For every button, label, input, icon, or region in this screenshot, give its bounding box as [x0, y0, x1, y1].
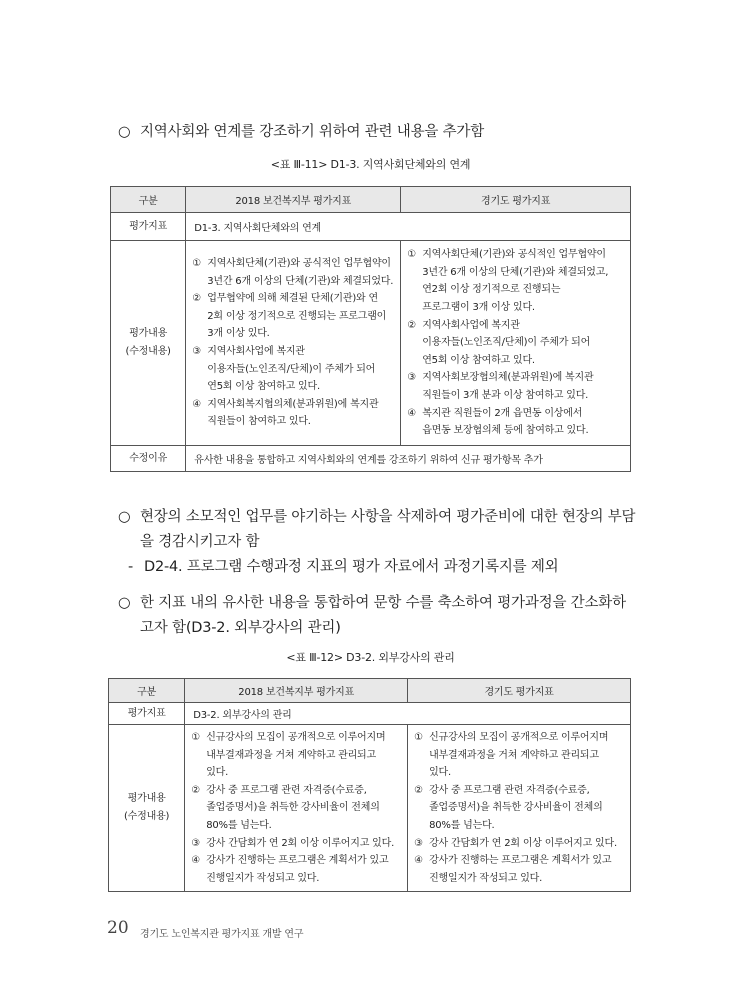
table2-row-indicator-label: 평가지표 — [109, 703, 185, 725]
list-item — [414, 729, 626, 782]
footer-title: 경기도 노인복지관 평가지표 개발 연구 — [140, 929, 304, 940]
item-line: 진행일지가 작성되고 있다. — [206, 872, 320, 884]
list-item — [407, 405, 626, 440]
table2-content-left — [185, 725, 408, 892]
item-line: 3개 이상 있다. — [207, 328, 270, 340]
item-line: 졸업증명서)을 취득한 강사비율이 전체의 — [429, 802, 603, 814]
table1-header-gyeonggi: 경기도 평가지표 — [401, 187, 631, 213]
circle-bullet-icon: ○ — [118, 124, 131, 140]
item-line: 지역사회보장협의체(분과위원)에 복지관 — [422, 372, 594, 384]
table1-content-right — [401, 241, 631, 446]
table1 — [110, 186, 631, 472]
list-item — [414, 782, 626, 835]
item-line: 80%를 넘는다. — [429, 819, 495, 831]
table2-caption: <표 Ⅲ-12> D3-2. 외부강사의 관리 — [286, 651, 455, 664]
item-line: 프로그램이 3개 이상 있다. — [422, 302, 535, 314]
item-number: ③ — [407, 372, 416, 384]
list-item — [192, 290, 396, 343]
item-line: 강사가 진행하는 프로그램은 계획서가 있고 — [206, 855, 389, 867]
circle-bullet-icon: ○ — [118, 595, 131, 611]
table1-content-left — [186, 241, 401, 446]
table2-row-content-label: 평가내용 (수정내용) — [109, 725, 185, 892]
item-line: 직원들이 참여하고 있다. — [207, 416, 311, 428]
item-number: ① — [407, 249, 416, 261]
item-line: 80%를 넘는다. — [206, 819, 272, 831]
item-line: 있다. — [206, 767, 229, 779]
item-line: 지역사회단체(기관)와 공식적인 업무협약이 — [422, 249, 606, 261]
item-number: ④ — [414, 855, 423, 867]
item-line: 업무협약에 의해 체결된 단체(기관)와 연 — [207, 293, 378, 305]
list-item — [192, 343, 396, 396]
section1-text: 지역사회와 연계를 강조하기 위하여 관련 내용을 추가함 — [140, 124, 485, 140]
table2-header-category: 구분 — [109, 679, 185, 703]
item-number: ③ — [414, 837, 423, 849]
table1-header-mohw: 2018 보건복지부 평가지표 — [186, 187, 401, 213]
list-item — [407, 317, 626, 370]
table2-content-right — [408, 725, 631, 892]
item-line: 연5회 이상 참여하고 있다. — [207, 381, 320, 393]
item-number: ② — [191, 784, 200, 796]
item-line: 2회 이상 정기적으로 진행되는 프로그램이 — [207, 310, 387, 322]
list-item — [414, 852, 626, 887]
item-line: 복지관 직원들이 2개 읍면동 이상에서 — [422, 407, 583, 419]
item-number: ② — [414, 784, 423, 796]
item-line: 지역사회사업에 복지관 — [422, 319, 520, 331]
section2-dash-item: - D2-4. 프로그램 수행과정 지표의 평가 자료에서 과정기록지를 제외 — [128, 555, 559, 580]
circle-bullet-icon: ○ — [118, 509, 131, 525]
section1-paragraph — [118, 120, 484, 145]
table1-caption: <표 Ⅲ-11> D1-3. 지역사회단체와의 연계 — [270, 158, 471, 171]
item-line: 강사가 진행하는 프로그램은 계획서가 있고 — [429, 855, 612, 867]
item-number: ① — [192, 258, 202, 270]
item-number: ④ — [407, 407, 416, 419]
table1-header-category: 구분 — [111, 187, 186, 213]
table1-row-indicator-value: D1-3. 지역사회단체와의 연계 — [186, 213, 631, 241]
table2-header-mohw: 2018 보건복지부 평가지표 — [185, 679, 408, 703]
item-line: 직원들이 3개 분과 이상 참여하고 있다. — [422, 389, 589, 401]
item-line: 3년간 6개 이상의 단체(기관)와 체결되었다. — [207, 275, 394, 287]
item-line: 지역사회사업에 복지관 — [207, 346, 305, 357]
section3-paragraph: ○ 한 지표 내의 유사한 내용을 통합하여 문항 수를 축소하여 평가과정을 간소화하 고자 함(D3-2. 외부강사의 관리) — [118, 591, 626, 641]
table1-row-reason-value: 유사한 내용을 통합하고 지역사회와의 연계를 강조하기 위하여 신규 평가항목 추가 — [186, 446, 631, 472]
list-item — [407, 246, 626, 316]
item-line: 지역사회복지협의체(분과위원)에 복지관 — [207, 398, 379, 410]
item-number: ④ — [191, 855, 200, 867]
item-line: 졸업증명서)을 취득한 강사비율이 전체의 — [206, 802, 380, 814]
list-item — [192, 396, 396, 431]
item-line: 3년간 6개 이상의 단체(기관)와 체결되었고, — [422, 266, 609, 278]
table2-row-indicator-value: D3-2. 외부강사의 관리 — [185, 703, 631, 725]
item-line: 이용자들(노인조직/단체)이 주체가 되어 — [422, 337, 591, 349]
table1-row-reason-label: 수정이유 — [111, 446, 186, 472]
list-item — [192, 255, 396, 290]
item-line: 강사 간담회가 연 2회 이상 이루어지고 있다. — [429, 837, 617, 849]
list-item — [191, 852, 403, 887]
list-item — [191, 835, 403, 853]
table2-header-gyeonggi: 경기도 평가지표 — [408, 679, 631, 703]
item-line: 강사 중 프로그램 관련 자격증(수료증, — [206, 784, 367, 796]
item-number: ④ — [192, 398, 202, 410]
list-item — [407, 369, 626, 404]
item-number: ① — [191, 732, 200, 743]
table1-row-content-label: 평가내용 (수정내용) — [111, 241, 186, 446]
table2 — [108, 678, 631, 892]
item-line: 내부결재과정을 거쳐 계약하고 관리되고 — [206, 749, 376, 761]
list-item — [191, 782, 403, 835]
item-line: 있다. — [429, 767, 451, 779]
item-number: ③ — [191, 837, 200, 849]
item-line: 신규강사의 모집이 공개적으로 이루어지며 — [206, 732, 386, 743]
item-line: 이용자들(노인조직/단체)이 주체가 되어 — [207, 363, 376, 375]
item-line: 지역사회단체(기관)와 공식적인 업무협약이 — [207, 258, 391, 270]
item-line: 내부결재과정을 거쳐 계약하고 관리되고 — [429, 749, 599, 761]
list-item — [191, 729, 403, 782]
item-number: ③ — [192, 346, 202, 357]
dash-bullet-icon: - — [128, 559, 134, 575]
item-line: 연5회 이상 참여하고 있다. — [422, 354, 535, 366]
item-line: 강사 중 프로그램 관련 자격증(수료증, — [429, 784, 590, 796]
item-line: 신규강사의 모집이 공개적으로 이루어지며 — [429, 732, 609, 743]
page-number: 20 — [107, 918, 129, 938]
table1-row-indicator-label: 평가지표 — [111, 213, 186, 241]
item-number: ② — [407, 319, 416, 331]
section2-paragraph: ○ 현장의 소모적인 업무를 야기하는 사항을 삭제하여 평가준비에 대한 현장의 부담 을 경감시키고자 함 — [118, 505, 635, 555]
item-number: ② — [192, 293, 202, 305]
item-number: ① — [414, 732, 423, 743]
item-line: 강사 간담회가 연 2회 이상 이루어지고 있다. — [206, 837, 395, 849]
item-line: 연2회 이상 정기적으로 진행되는 — [422, 284, 561, 296]
item-line: 진행일지가 작성되고 있다. — [429, 872, 543, 884]
item-line: 읍면동 보장협의체 등에 참여하고 있다. — [422, 425, 589, 437]
list-item — [414, 835, 626, 853]
